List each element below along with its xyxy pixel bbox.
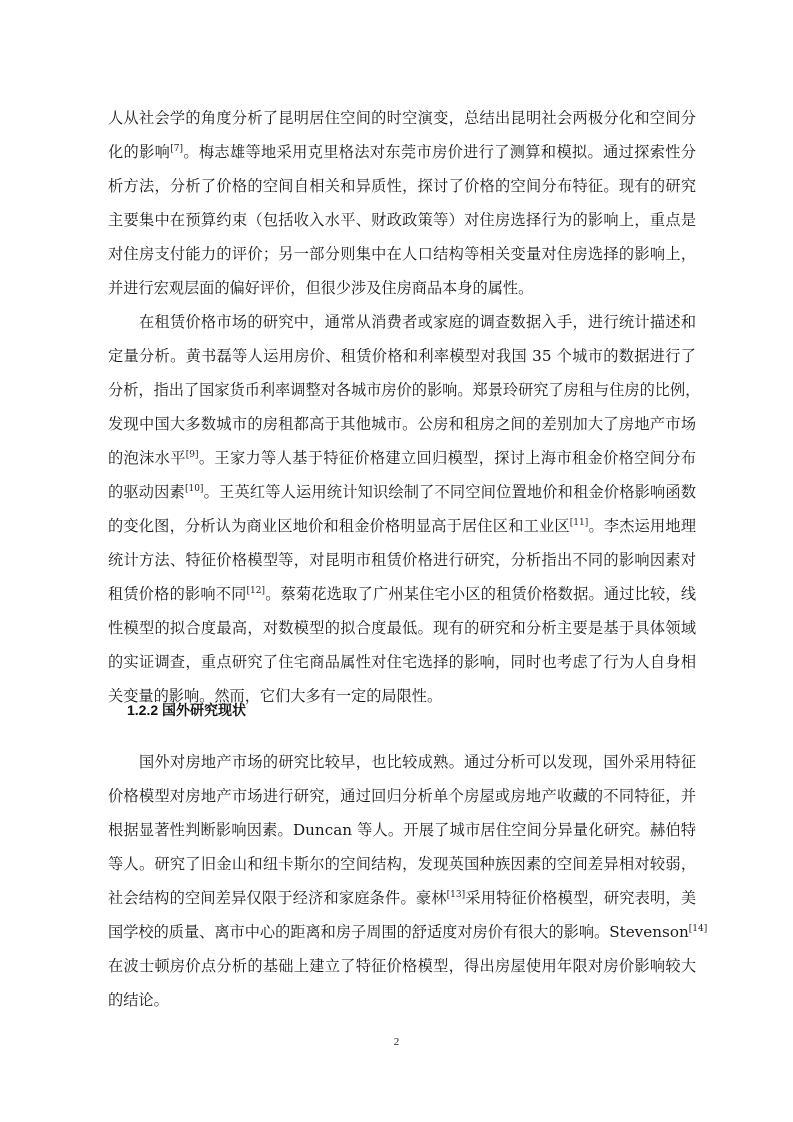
citation-ref[interactable]: [13] bbox=[446, 890, 466, 900]
text-span: 的变化图，分析认为商业区地价和租金价格明显高于居住区和工业区 bbox=[108, 517, 570, 535]
paragraph-2 bbox=[108, 305, 701, 713]
text-line: 价格模型对房地产市场进行研究，通过回归分析单个房屋或房地产收藏的不同特征，并 bbox=[108, 787, 696, 805]
text-line: 并进行宏观层面的偏好评价，但很少涉及住房商品本身的属性。 bbox=[108, 279, 534, 297]
citation-ref[interactable]: [9] bbox=[185, 450, 199, 460]
text-line bbox=[108, 509, 696, 543]
text-span: 化的影响 bbox=[108, 143, 171, 161]
text-span: 采用特征价格模型，研究表明，美 bbox=[465, 889, 697, 907]
text-line: 在租赁价格市场的研究中，通常从消费者或家庭的调查数据入手，进行统计描述和 bbox=[139, 313, 696, 331]
page-number: 2 bbox=[393, 1036, 400, 1048]
text-span: 。李杰运用地理 bbox=[588, 517, 697, 535]
text-span: 。王英红等人运用统计知识绘制了不同空间位置地价和租金价格影响函数 bbox=[203, 483, 697, 501]
paragraph-1 bbox=[108, 101, 696, 305]
text-line bbox=[108, 441, 696, 475]
text-line: 根据显著性判断影响因素。Duncan 等人。开展了城市居住空间分异量化研究。赫伯特 bbox=[108, 821, 696, 839]
text-line: 性模型的拟合度最高，对数模型的拟合度最低。现有的研究和分析主要是基于具体领域 bbox=[108, 619, 696, 637]
text-line: 的实证调查，重点研究了住宅商品属性对住宅选择的影响，同时也考虑了行为人自身相 bbox=[108, 653, 696, 671]
text-span: 国学校的质量、离市中心的距离和房子周围的舒适度对房价有很大的影响。Stevenson bbox=[108, 923, 689, 941]
text-line: 定量分析。黄书磊等人运用房价、租赁价格和利率模型对我国 35 个城市的数据进行了 bbox=[108, 347, 696, 365]
text-line: 关变量的影响。然而，它们大多有一定的局限性。 bbox=[108, 687, 443, 705]
text-span: 的驱动因素 bbox=[108, 483, 185, 501]
citation-ref[interactable]: [12] bbox=[246, 586, 266, 596]
text-span: 的泡沫水平 bbox=[108, 449, 186, 467]
text-line: 人从社会学的角度分析了昆明居住空间的时空演变，总结出昆明社会两极分化和空间分 bbox=[108, 109, 696, 127]
text-line bbox=[108, 135, 696, 169]
text-line: 在波士顿房价点分析的基础上建立了特征价格模型，得出房屋使用年限对房价影响较大 bbox=[108, 957, 696, 975]
citation-ref[interactable]: [11] bbox=[569, 518, 589, 528]
text-span: 社会结构的空间差异仅限于经济和家庭条件。豪林 bbox=[108, 889, 447, 907]
text-line: 分析，指出了国家货币利率调整对各城市房价的影响。郑景玲研究了房租与住房的比例， bbox=[108, 381, 701, 399]
text-span: 租赁价格的影响不同 bbox=[108, 585, 247, 603]
text-line: 析方法，分析了价格的空间自相关和异质性，探讨了价格的空间分布特征。现有的研究 bbox=[108, 177, 696, 195]
text-line bbox=[108, 881, 696, 915]
text-line: 主要集中在预算约束（包括收入水平、财政政策等）对住房选择行为的影响上，重点是 bbox=[108, 211, 696, 229]
citation-ref[interactable]: [7] bbox=[170, 144, 183, 154]
text-line bbox=[108, 577, 696, 611]
text-line bbox=[108, 915, 708, 949]
text-span: 。王家力等人基于特征价格建立回归模型，探讨上海市租金价格空间分布 bbox=[198, 449, 697, 467]
text-span: 。蔡菊花选取了广州某住宅小区的租赁价格数据。通过比较，线 bbox=[265, 585, 697, 603]
citation-ref[interactable]: [10] bbox=[184, 484, 204, 494]
text-line bbox=[108, 475, 696, 509]
text-line: 国外对房地产市场的研究比较早，也比较成熟。通过分析可以发现，国外采用特征 bbox=[139, 753, 696, 771]
citation-ref[interactable]: [14] bbox=[688, 924, 708, 934]
text-span: 。梅志雄等地采用克里格法对东莞市房价进行了测算和模拟。通过探索性分 bbox=[182, 143, 697, 161]
text-line: 统计方法、特征价格模型等，对昆明市租赁价格进行研究，分析指出不同的影响因素对 bbox=[108, 551, 696, 569]
text-line: 对住房支付能力的评价；另一部分则集中在人口结构等相关变量对住房选择的影响上， bbox=[108, 245, 696, 263]
section-heading: 1.2.2 国外研究现状 bbox=[127, 702, 247, 718]
text-line: 发现中国大多数城市的房租都高于其他城市。公房和租房之间的差别加大了房地产市场 bbox=[108, 415, 696, 433]
text-line: 的结论。 bbox=[108, 991, 169, 1009]
text-line: 等人。研究了旧金山和纽卡斯尔的空间结构，发现英国种族因素的空间差异相对较弱， bbox=[108, 855, 696, 873]
paragraph-3 bbox=[108, 745, 708, 1017]
